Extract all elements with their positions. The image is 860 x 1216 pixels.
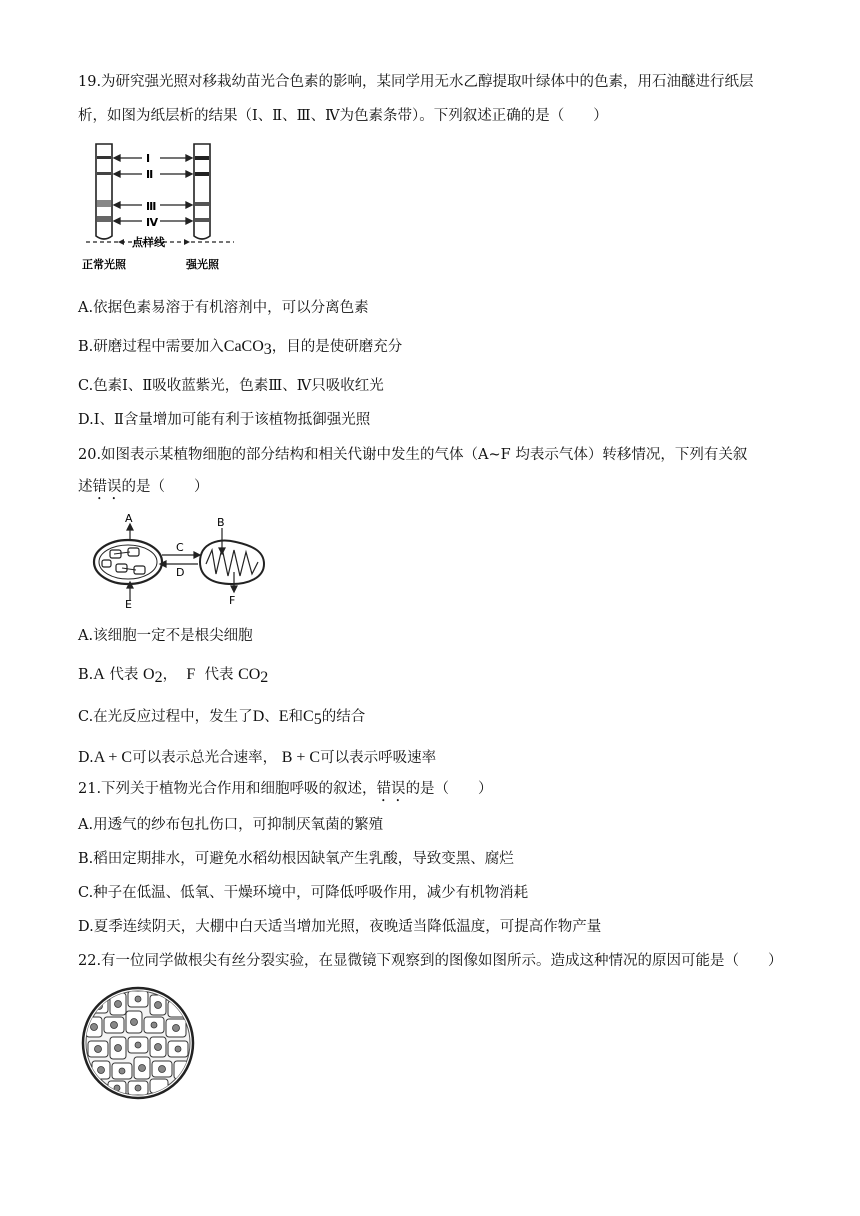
q19-option-b: B.研磨过程中需要加入CaCO$_3$，目的是使研磨充分: [78, 338, 403, 358]
right-caption: 强光照: [186, 258, 219, 271]
band-label-3: Ⅲ: [146, 200, 157, 213]
q19-option-c: C.色素Ⅰ、Ⅱ吸收蓝紫光，色素Ⅲ、Ⅳ只吸收红光: [78, 378, 384, 394]
q21-option-d: D.夏季连续阴天，大棚中白天适当增加光照，夜晚适当降低温度，可提高作物产量: [78, 919, 602, 935]
q20-option-b: B.A 代表 $O_2$， F 代表 $CO_2$: [78, 666, 269, 686]
label-f: F: [229, 594, 236, 607]
label-c: C: [176, 541, 184, 554]
q20-option-d: D.A + C可以表示总光合速率， B + C可以表示呼吸速率: [78, 749, 437, 766]
mitochondrion: [200, 541, 264, 584]
q20-stem-line1: 20.如图表示某植物细胞的部分结构和相关代谢中发生的气体（A~F 均表示气体）转移情况，下列有关叙: [78, 447, 748, 463]
left-caption: 正常光照: [82, 258, 126, 271]
label-e: E: [125, 598, 132, 610]
q21-option-b: B.稻田定期排水，可避免水稻幼根因缺氧产生乳酸，导致变黑、腐烂: [78, 851, 514, 867]
q20-option-c: C.在光反应过程中，发生了D、E和$C_5$的结合: [78, 708, 366, 728]
band-label-1: Ⅰ: [146, 152, 151, 165]
label-b: B: [217, 516, 225, 529]
spot-line-label: 点样线: [132, 236, 165, 249]
q22-stem: 22.有一位同学做根尖有丝分裂实验，在显微镜下观察到的图像如图所示。造成这种情况的原因可能是（ ）: [78, 953, 783, 969]
q22-microscope-figure: [80, 985, 196, 1101]
label-d: D: [176, 566, 185, 579]
q19-stem-line1: 19.为研究强光照对移栽幼苗光合色素的影响，某同学用无水乙醇提取叶绿体中的色素，用石油醚进行纸层: [78, 74, 754, 90]
band-label-2: Ⅱ: [146, 168, 154, 181]
q21-stem: 21.下列关于植物光合作用和细胞呼吸的叙述，错误的是（ ）: [78, 781, 493, 797]
q19-option-a: A.依据色素易溶于有机溶剂中，可以分离色素: [78, 300, 369, 316]
q21-option-c: C.种子在低温、低氧、干燥环境中，可降低呼吸作用，减少有机物消耗: [78, 885, 529, 901]
band-label-4: Ⅳ: [146, 216, 159, 229]
q21-option-a: A.用透气的纱布包扎伤口，可抑制厌氧菌的繁殖: [78, 817, 384, 833]
q20-cell-figure: [88, 512, 278, 610]
q19-chromatography-figure: [82, 138, 242, 278]
q19-stem-line2: 析，如图为纸层析的结果（Ⅰ、Ⅱ、Ⅲ、Ⅳ为色素条带）。下列叙述正确的是（ ）: [78, 108, 608, 124]
q20-stem-line2: 述错误的是（ ）: [78, 479, 209, 495]
q20-option-a: A.该细胞一定不是根尖细胞: [78, 628, 253, 644]
label-a: A: [125, 512, 133, 525]
q19-option-d: D.Ⅰ、Ⅱ含量增加可能有利于该植物抵御强光照: [78, 412, 371, 428]
